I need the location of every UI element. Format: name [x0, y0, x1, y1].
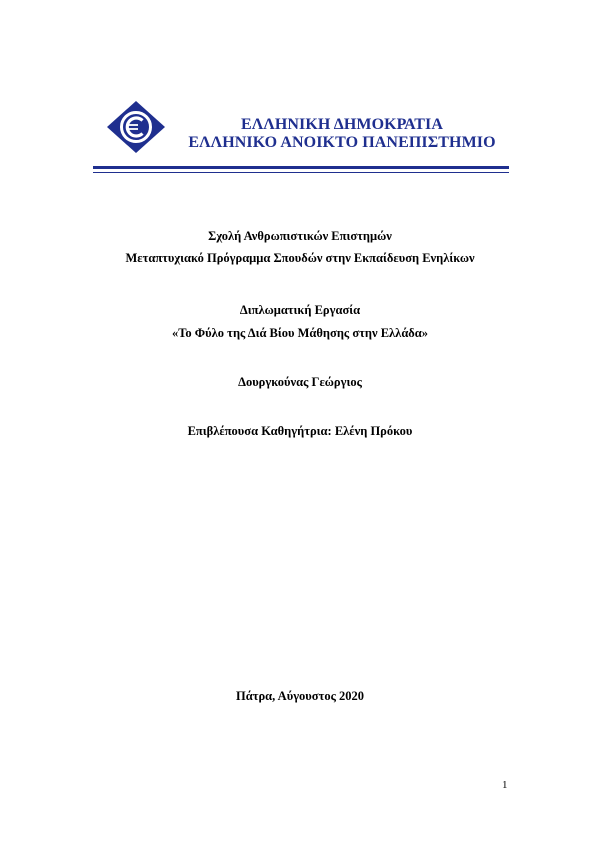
page-number: 1 — [502, 779, 508, 791]
institution-header — [172, 116, 512, 152]
supervisor-name: Επιβλέπουσα Καθηγήτρια: Ελένη Πρόκου — [187, 424, 413, 438]
hou-logo-icon — [106, 100, 166, 154]
place-date: Πάτρα, Αύγουστος 2020 — [236, 689, 364, 703]
header-rule-thin — [93, 172, 509, 173]
header-line-university: ΕΛΛΗΝΙΚΟ ΑΝΟΙΚΤΟ ΠΑΝΕΠΙΣΤΗΜΙΟ — [188, 134, 496, 151]
thesis-label: Διπλωματική Εργασία — [239, 303, 361, 317]
author-name: Δουργκούνας Γεώργιος — [238, 375, 362, 389]
program-name: Μεταπτυχιακό Πρόγραμμα Σπουδών στην Εκπαίδευση Ενηλίκων — [125, 251, 475, 265]
header-rule-thick — [93, 166, 509, 169]
school-name: Σχολή Ανθρωπιστικών Επιστημών — [208, 229, 392, 243]
header-line-republic: ΕΛΛΗΝΙΚΗ ΔΗΜΟΚΡΑΤΙΑ — [240, 116, 444, 133]
thesis-title: «Το Φύλο της Διά Βίου Μάθησης στην Ελλάδα» — [171, 326, 429, 340]
